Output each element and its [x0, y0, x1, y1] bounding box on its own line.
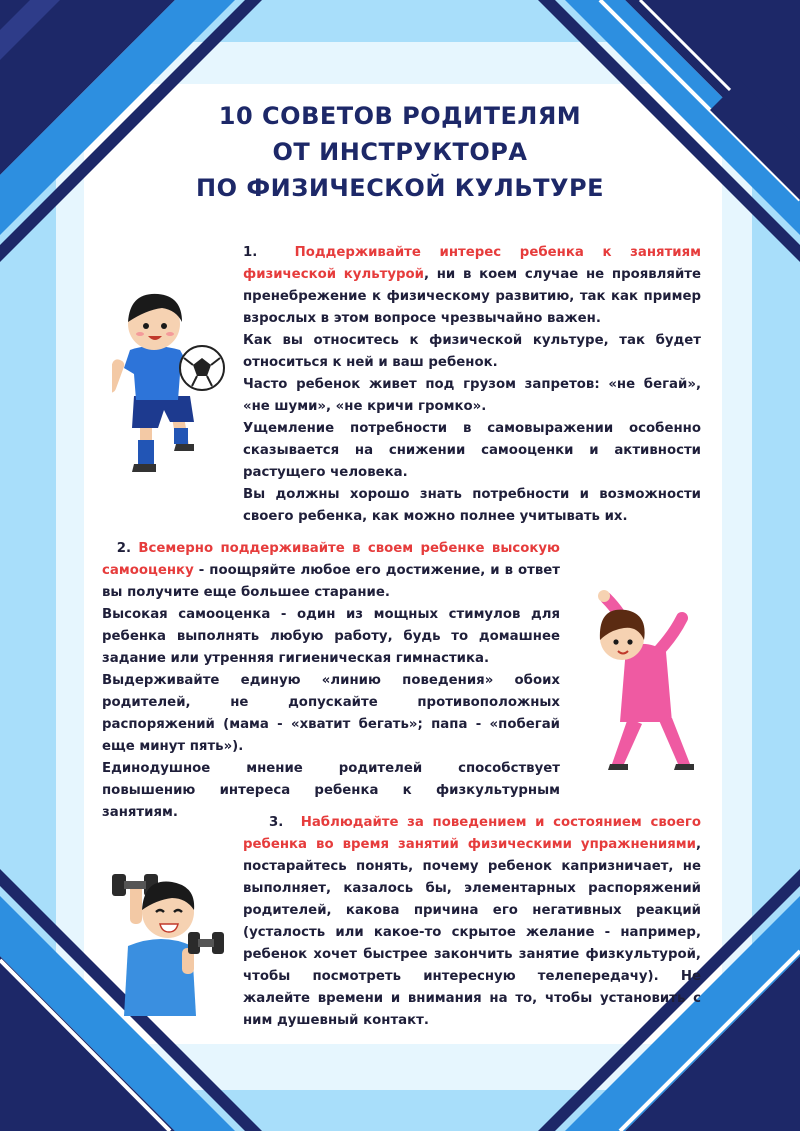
tip-2-lead	[102, 538, 560, 604]
tip-2-number: 2.	[116, 541, 131, 556]
tip-2-highlight: Всемерно поддерживайте в своем ребенке высокую самооценку	[102, 541, 560, 578]
tip-3	[243, 812, 701, 1032]
tip-2-paragraph: Единодушное мнение родителей способствует повышению интереса ребенка к физкультурным занятиям.	[102, 761, 560, 820]
title-line-3: ПО ФИЗИЧЕСКОЙ КУЛЬТУРЕ	[196, 174, 604, 202]
girl-stretching-illustration	[596, 588, 706, 774]
poster-title	[120, 98, 680, 206]
title-line-1: 10 СОВЕТОВ РОДИТЕЛЯМ	[218, 102, 582, 130]
tip-3-rest: , постарайтесь понять, почему ребенок капризничает, не выполняет, казалось бы, элементарных распоряжений родителей, какова причина его негативных реакций (усталость или какое-то скрытое желание - например, ребенок хочет быстрее закончить занятие физкультурой, чтобы посмотреть интересную телепередачу). Не жалейте времени и внимания на то, чтобы установить с ним душевный контакт.	[243, 837, 701, 1028]
boy-dumbbells-illustration	[108, 866, 228, 1016]
tip-1-paragraph: Как вы относитесь к физической культуре, так будет относиться к ней и ваш ребенок.	[243, 333, 701, 370]
tip-3-lead	[243, 812, 701, 1032]
tip-1-paragraph: Вы должны хорошо знать потребности и возможности своего ребенка, как можно полнее учитывать их.	[243, 487, 701, 524]
tip-2-paragraph: Выдерживайте единую «линию поведения» обоих родителей, не допускайте противоположных распоряжений (мама - «хватит бегать»; папа - «побегай еще минут пять»).	[102, 673, 560, 754]
tip-1-paragraph: Часто ребенок живет под грузом запретов: «не бегай», «не шуми», «не кричи громко».	[243, 377, 701, 414]
tip-1-lead	[243, 242, 701, 330]
tip-2	[102, 538, 560, 824]
tip-2-paragraph: Высокая самооценка - один из мощных стимулов для ребенка выполнять любую работу, будь то домашнее задание или утренняя гигиеническая гимнастика.	[102, 607, 560, 666]
tip-1-highlight: Поддерживайте интерес ребенка к занятиям физической культурой	[243, 245, 701, 282]
tip-1-paragraph: Ущемление потребности в самовыражении особенно сказывается на снижении самооценки и активности растущего человека.	[243, 421, 701, 480]
title-line-2: ОТ ИНСТРУКТОРА	[272, 138, 528, 166]
tip-2-rest: - поощряйте любое его достижение, и в ответ вы получите еще большее старание.	[102, 563, 560, 600]
tip-3-number: 3.	[269, 815, 284, 830]
tip-1-number: 1.	[243, 245, 258, 260]
boy-soccer-illustration	[112, 288, 227, 478]
tip-3-highlight: Наблюдайте за поведением и состоянием своего ребенка во время занятий физическими упражнениями	[243, 815, 702, 852]
tip-1-rest: , ни в коем случае не проявляйте пренебрежение к физическому развитию, так как пример взрослых в этом вопросе чрезвычайно важен.	[243, 267, 701, 326]
tip-1	[243, 242, 701, 528]
